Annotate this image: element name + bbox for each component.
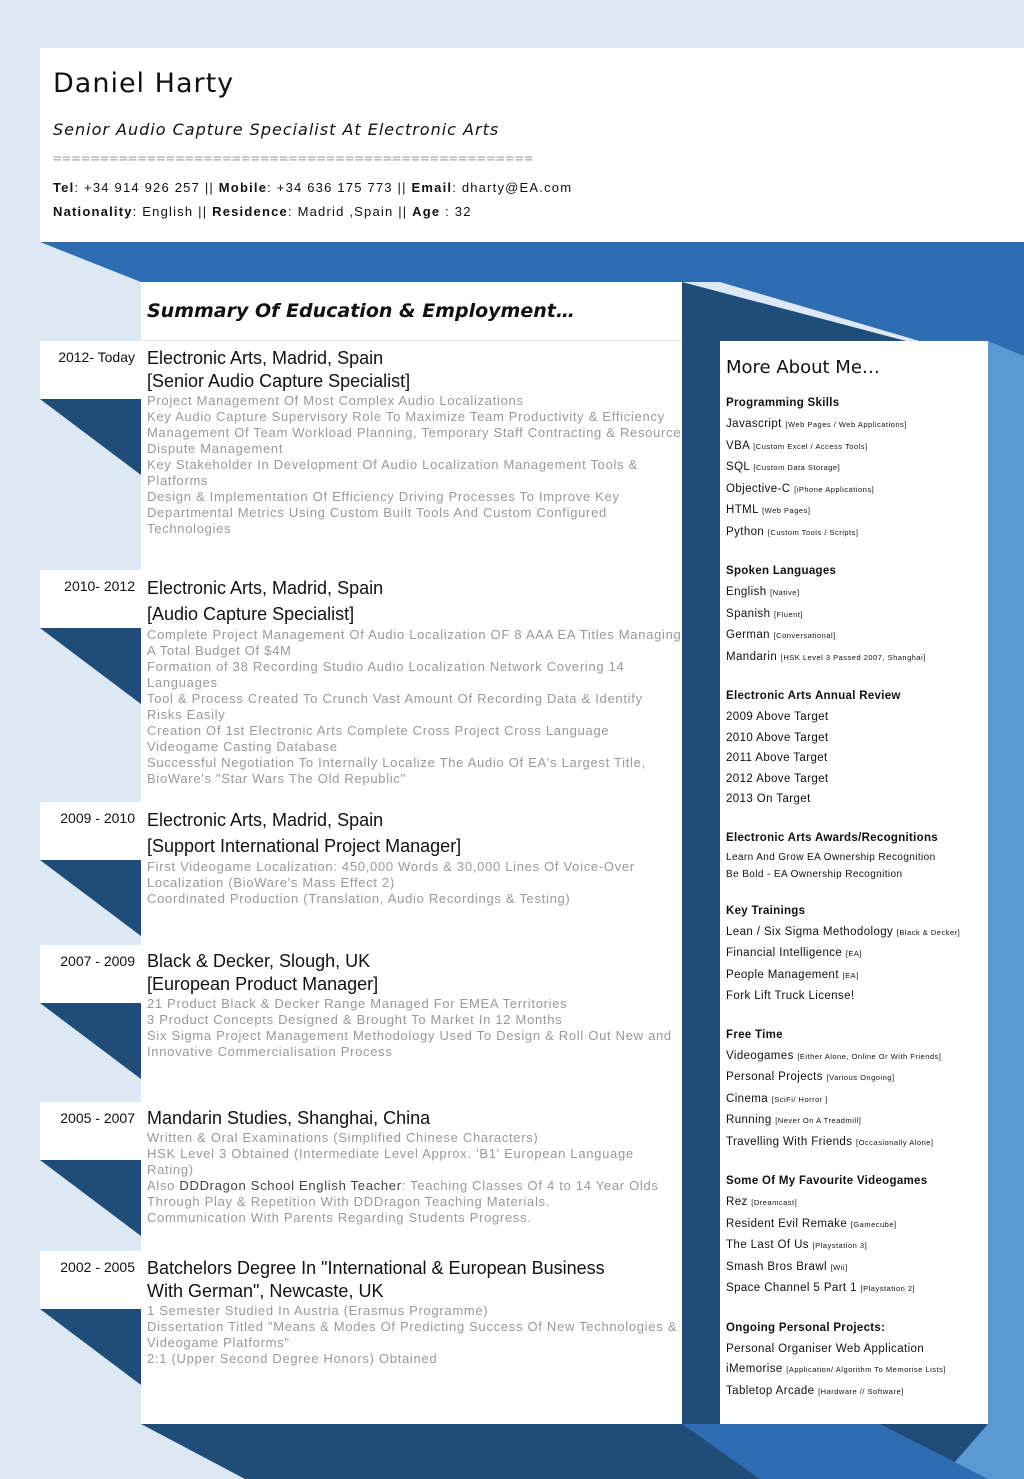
entry-role: [Senior Audio Capture Specialist]: [147, 371, 411, 391]
entry-role: [Support International Project Manager]: [147, 836, 462, 856]
entry-point: 21 Product Black & Decker Range Managed For EMEA Territories: [147, 996, 568, 1011]
date-block: [40, 802, 141, 860]
about-item-text: Personal Projects: [726, 1071, 823, 1083]
entry-black-decker: [147, 950, 682, 1060]
about-section: [726, 395, 986, 543]
date-triangle: [40, 1160, 141, 1236]
about-item-note: [Dreamcast]: [751, 1198, 798, 1207]
date-triangle-shape: [40, 399, 141, 475]
entry-point: Six Sigma Project Management Methodology Used To Design & Roll Out New and Innovative Commercialisation Process: [147, 1028, 672, 1059]
residence-label: Residence: [212, 204, 288, 219]
about-item: [726, 479, 986, 501]
about-item: [726, 728, 986, 749]
about-item: [726, 604, 986, 626]
about-item-note: [Occasionally Alone]: [855, 1137, 934, 1147]
about-item-note: [Gamecube]: [850, 1219, 897, 1229]
date-triangle-shape: [40, 1309, 141, 1385]
about-item-text: Running: [726, 1114, 772, 1126]
about-item: [726, 943, 986, 965]
entry-role: [Audio Capture Specialist]: [147, 604, 355, 624]
about-item: [726, 436, 986, 458]
about-item: [726, 1046, 986, 1068]
about-item-text: VBA: [726, 439, 750, 452]
teacher-highlight: DDDragon School English Teacher: [179, 1178, 402, 1193]
about-item-text: The Last Of Us: [726, 1239, 809, 1251]
about-item-text: SQL: [726, 461, 750, 473]
about-item-note: [Native]: [770, 588, 800, 597]
about-section-heading: Electronic Arts Awards/Recognitions: [726, 831, 939, 844]
about-item-text: Learn And Grow EA Ownership Recognition: [726, 851, 936, 863]
about-item-text: 2010 Above Target: [726, 731, 829, 744]
entry-point: 1 Semester Studied In Austria (Erasmus Programme): [147, 1303, 489, 1318]
about-item-text: iMemorise: [726, 1363, 783, 1375]
about-section-heading: Electronic Arts Annual Review: [726, 690, 901, 702]
about-sections: [726, 395, 986, 1422]
about-item-note: [SciFi/ Horror ]: [771, 1094, 828, 1104]
job-subtitle: Senior Audio Capture Specialist At Electronic Arts: [53, 120, 500, 139]
about-item-text: Be Bold - EA Ownership Recognition: [726, 868, 903, 880]
about-section: [726, 903, 986, 1007]
entry-date: 2007 - 2009: [60, 953, 135, 969]
about-item: [726, 965, 986, 987]
entry-company: Electronic Arts, Madrid, Spain: [147, 348, 384, 368]
entry-point: Written & Oral Examinations (Simplified Chinese Characters): [147, 1130, 539, 1145]
about-item-note: [Wii]: [830, 1262, 848, 1272]
about-item-text: Space Channel 5 Part 1: [726, 1282, 857, 1294]
entry-point: Design & Implementation Of Efficiency Driving Processes To Improve Key Departmental Metrics Using Custom Built Tools And Custom Configured Technologies: [147, 489, 620, 536]
about-section-heading: Some Of My Favourite Videogames: [726, 1175, 928, 1187]
header-divider: ===================================================: [53, 151, 534, 167]
entry-company: Black & Decker, Slough, UK: [147, 951, 371, 971]
about-item-text: Personal Organiser Web Application: [726, 1342, 925, 1355]
about-item: [726, 1132, 986, 1154]
about-item-text: People Management: [726, 968, 839, 981]
date-block: [40, 1251, 141, 1309]
entry-point: Tool & Process Created To Crunch Vast Amount Of Recording Data & Identify Risks Easily: [147, 691, 643, 722]
entry-company: Electronic Arts, Madrid, Spain: [147, 578, 384, 598]
entry-point: Successful Negotiation To Internally Localize The Audio Of EA's Largest Title, BioWare's "Star Wars The Old Republic": [147, 755, 646, 786]
about-item-note: [Custom Tools / Scripts]: [767, 527, 859, 537]
date-block: [40, 341, 141, 399]
about-item: [726, 769, 986, 790]
about-item: [726, 1339, 986, 1360]
about-section: [726, 688, 986, 810]
about-item: [726, 582, 986, 604]
contact-line-1: [53, 180, 572, 195]
entry-degree: [147, 1257, 678, 1367]
about-section-heading: Free Time: [726, 1028, 783, 1041]
about-item-text: Rez: [726, 1196, 748, 1208]
about-item-note: [iPhone Applications]: [794, 484, 875, 494]
about-section-heading: Spoken Languages: [726, 565, 837, 577]
about-item-note: [Never On A Treadmill]: [775, 1116, 862, 1125]
about-section-heading: Key Trainings: [726, 904, 806, 917]
about-section: [726, 1320, 986, 1403]
entry-point: Complete Project Management Of Audio Localization OF 8 AAA EA Titles Managing A Total Budget Of $4M: [147, 627, 682, 658]
about-item-note: [EA]: [845, 949, 862, 958]
about-item-note: [Web Pages]: [762, 506, 811, 515]
about-item-text: Lean / Six Sigma Methodology: [726, 925, 894, 938]
about-title: More About Me…: [726, 357, 880, 378]
about-item-text: Javascript: [726, 418, 782, 430]
about-section: [726, 1173, 986, 1300]
entry-point-teacher: [147, 1178, 682, 1210]
about-item-text: Resident Evil Remake: [726, 1217, 848, 1230]
tel-label: Tel: [53, 180, 75, 195]
about-item: [726, 1110, 986, 1132]
date-triangle-shape: [40, 628, 141, 704]
about-item-text: Videogames: [726, 1049, 794, 1062]
entry-date: 2002 - 2005: [60, 1259, 135, 1275]
about-item-text: Python: [726, 525, 765, 538]
about-item-text: 2009 Above Target: [726, 711, 829, 723]
entry-date: 2012- Today: [58, 349, 135, 365]
about-section: [726, 830, 986, 883]
entry-ea-support: [147, 807, 682, 907]
age-label: Age: [412, 204, 441, 219]
entry-point: Management Of Team Workload Planning, Temporary Staff Contracting & Resource Dispute Management: [147, 425, 682, 456]
date-triangle: [40, 860, 141, 936]
about-item: [726, 1278, 986, 1300]
about-item-text: Cinema: [726, 1092, 769, 1105]
date-block: [40, 945, 141, 1003]
about-item-text: HTML: [726, 504, 759, 516]
about-item-note: [Custom Excel / Access Tools]: [753, 441, 868, 451]
tel-value: : +34 914 926 257 ||: [74, 180, 219, 195]
date-triangle-shape: [40, 1160, 141, 1236]
entry-mandarin: [147, 1107, 682, 1226]
contact-line-2: [53, 204, 472, 219]
about-item: [726, 625, 986, 647]
entry-point: Project Management Of Most Complex Audio Localizations: [147, 393, 524, 408]
entry-date: 2009 - 2010: [60, 810, 135, 826]
about-item: [726, 522, 986, 544]
about-item: [726, 500, 986, 522]
about-item-text: Fork Lift Truck License!: [726, 990, 855, 1002]
about-item-text: Financial Intelligence: [726, 947, 843, 959]
mobile-value: : +34 636 175 773 ||: [267, 180, 412, 195]
email-value: : dharty@EA.com: [452, 180, 573, 195]
nationality-label: Nationality: [53, 204, 133, 219]
also-prefix: Also: [147, 1178, 180, 1193]
date-triangle: [40, 1003, 141, 1079]
entry-point: 3 Product Concepts Designed & Brought To Market In 12 Months: [147, 1012, 563, 1027]
entry-point: Key Stakeholder In Development Of Audio Localization Management Tools & Platforms: [147, 457, 639, 488]
header-card: [40, 48, 1024, 242]
about-item-note: [Fluent]: [773, 609, 803, 619]
about-item-note: [Application/ Algorithm To Memorise Lists]: [786, 1365, 946, 1374]
about-item-text: Spanish: [726, 607, 771, 620]
about-item-text: 2011 Above Target: [726, 752, 828, 764]
about-section: [726, 1027, 986, 1154]
entry-point: Formation of 38 Recording Studio Audio Localization Network Covering 14 Languages: [147, 659, 625, 690]
about-item-text: Objective-C: [726, 482, 791, 495]
about-section: [726, 563, 986, 668]
residence-value: : Madrid ,Spain ||: [287, 204, 413, 219]
about-item: [726, 1089, 986, 1111]
also-rest: : Teaching Classes Of 4 to 14 Year Olds Through Play & Repetition With DDDragon Teaching Materials.: [147, 1178, 659, 1209]
about-section-heading: Ongoing Personal Projects:: [726, 1321, 886, 1334]
about-item: [726, 866, 986, 883]
date-triangle-shape: [40, 860, 141, 936]
about-item-note: [Either Alone, Online Or With Friends]: [797, 1051, 942, 1061]
date-triangle: [40, 1309, 141, 1385]
about-item: [726, 1192, 986, 1214]
entry-role: [European Product Manager]: [147, 974, 379, 994]
date-triangle-shape: [40, 1003, 141, 1079]
entry-company: Mandarin Studies, Shanghai, China: [147, 1108, 431, 1128]
entry-company: Electronic Arts, Madrid, Spain: [147, 810, 384, 830]
about-item: [726, 1359, 986, 1381]
entry-point: Communication With Parents Regarding Students Progress.: [147, 1210, 532, 1225]
about-item-note: [Conversational]: [773, 631, 836, 640]
entry-ea-senior: [147, 347, 682, 537]
entry-point: Coordinated Production (Translation, Audio Recordings & Testing): [147, 891, 571, 906]
entry-point: Dissertation Titled "Means & Modes Of Predicting Success Of New Technologies & Videogame Platforms": [147, 1319, 678, 1350]
about-item-note: [Various Ongoing]: [826, 1073, 895, 1082]
entry-point: Creation Of 1st Electronic Arts Complete Cross Project Cross Language Videogame Casting Database: [147, 723, 610, 754]
entry-point: HSK Level 3 Obtained (Intermediate Level Approx. 'B1' European Language Rating): [147, 1146, 634, 1177]
about-item: [726, 748, 986, 769]
entry-point: First Videogame Localization: 450,000 Words & 30,000 Lines Of Voice-Over Localization (BioWare's Mass Effect 2): [147, 859, 635, 890]
nationality-value: : English ||: [132, 204, 213, 219]
about-item: [726, 986, 986, 1007]
about-item: [726, 1067, 986, 1089]
person-name: Daniel Harty: [53, 68, 235, 99]
summary-separator: [141, 340, 682, 341]
about-item-text: English: [726, 586, 767, 598]
entry-company: Batchelors Degree In "International & European Business With German", Newcaste, UK: [147, 1258, 605, 1301]
mobile-label: Mobile: [218, 180, 268, 195]
about-item-note: [Black & Decker]: [896, 927, 961, 937]
about-item-note: [Hardware // Software]: [818, 1386, 904, 1396]
email-label: Email: [411, 180, 453, 195]
about-item-text: Smash Bros Brawl: [726, 1260, 827, 1273]
about-item-note: [Playstation 3]: [812, 1241, 868, 1250]
entry-point: Key Audio Capture Supervisory Role To Maximize Team Productivity & Efficiency: [147, 409, 665, 424]
about-item-note: [EA]: [842, 970, 859, 980]
age-value: : 32: [440, 204, 472, 219]
about-item-text: 2013 On Target: [726, 793, 811, 805]
date-block: [40, 570, 141, 628]
about-item: [726, 457, 986, 479]
summary-title: Summary Of Education & Employment…: [147, 300, 575, 322]
entry-date: 2010- 2012: [64, 578, 135, 594]
about-item: [726, 1381, 986, 1403]
about-item: [726, 922, 986, 944]
entry-point: 2:1 (Upper Second Degree Honors) Obtained: [147, 1351, 438, 1366]
about-item-text: Tabletop Arcade: [726, 1384, 815, 1397]
date-block: [40, 1102, 141, 1160]
about-panel: [720, 341, 988, 1424]
about-item: [726, 647, 986, 669]
about-item: [726, 789, 986, 810]
about-item-note: [Web Pages / Web Applications]: [785, 420, 907, 429]
about-section-heading: Programming Skills: [726, 397, 840, 409]
about-item-note: [Custom Data Storage]: [753, 463, 841, 472]
about-item-text: 2012 Above Target: [726, 772, 829, 785]
entry-date: 2005 - 2007: [60, 1110, 135, 1126]
about-item: [726, 849, 986, 866]
about-item-text: German: [726, 629, 770, 641]
about-item: [726, 707, 986, 728]
about-item-text: Travelling With Friends: [726, 1135, 853, 1148]
about-item: [726, 1235, 986, 1257]
date-triangle: [40, 628, 141, 704]
about-item-note: [HSK Level 3 Passed 2007, Shanghai]: [780, 652, 926, 662]
entry-ea-specialist: [147, 575, 682, 787]
about-item: [726, 1214, 986, 1236]
about-item: [726, 414, 986, 436]
about-item: [726, 1257, 986, 1279]
about-item-note: [Playstation 2]: [860, 1284, 916, 1293]
about-item-text: Mandarin: [726, 650, 778, 663]
date-triangle: [40, 399, 141, 475]
